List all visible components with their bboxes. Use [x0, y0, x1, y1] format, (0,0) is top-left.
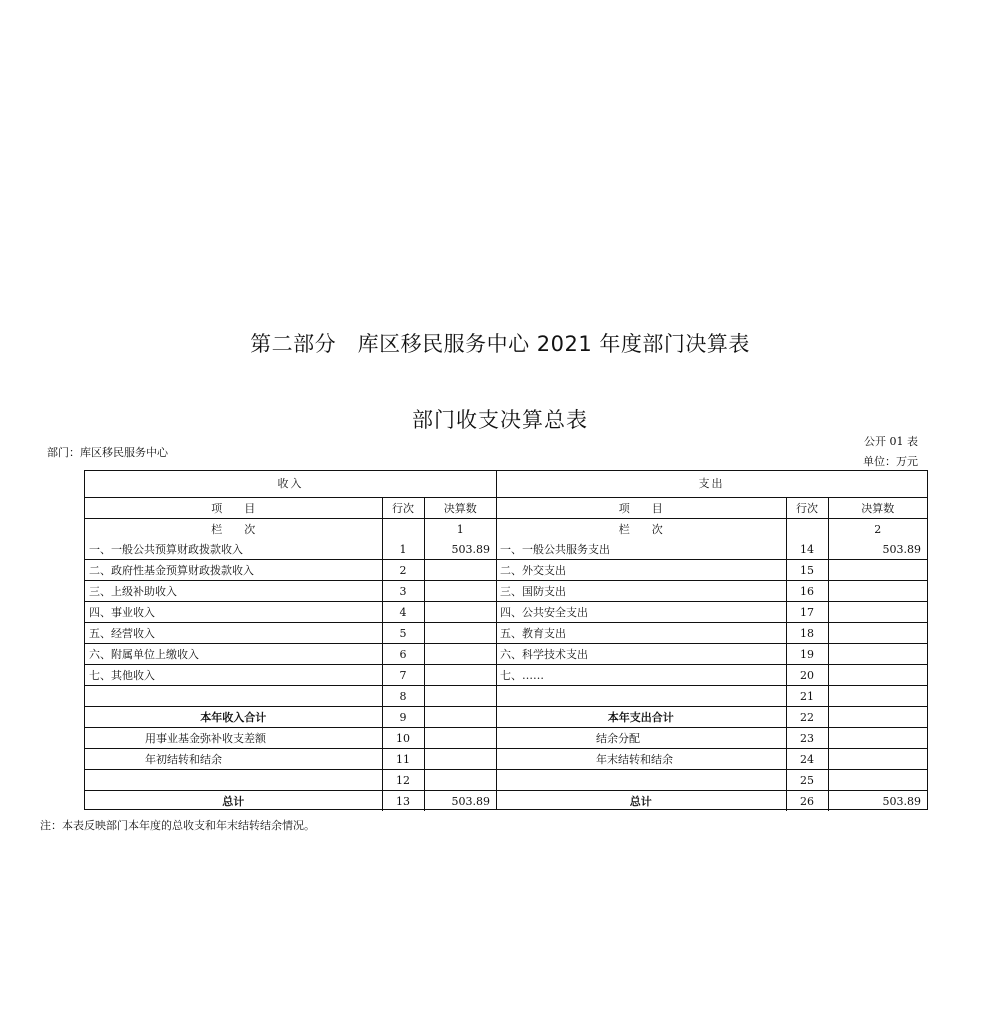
expense-item-cell: 年末结转和结余 — [496, 749, 786, 770]
expense-label-row-no — [786, 519, 828, 540]
income-amount-cell — [424, 581, 496, 602]
income-row-number: 10 — [382, 728, 424, 749]
income-item-cell: 本年收入合计 — [85, 707, 382, 728]
income-row-number: 3 — [382, 581, 424, 602]
income-item-cell: 六、附属单位上缴收入 — [85, 644, 382, 665]
expense-row — [496, 728, 927, 749]
income-amount-cell — [424, 602, 496, 623]
expense-amount-cell — [828, 602, 927, 623]
expense-amount-cell — [828, 623, 927, 644]
expense-item-cell: 一、一般公共服务支出 — [496, 539, 786, 560]
income-row — [85, 581, 496, 602]
expense-row-number: 25 — [786, 770, 828, 791]
income-item-cell: 用事业基金弥补收支差额 — [85, 728, 382, 749]
expense-amount-cell: 503.89 — [828, 539, 927, 560]
expense-row — [496, 665, 927, 686]
income-row-number: 12 — [382, 770, 424, 791]
expense-row-number: 26 — [786, 791, 828, 812]
table-title: 部门收支决算总表 — [412, 408, 588, 432]
income-row-number: 4 — [382, 602, 424, 623]
income-section — [85, 471, 497, 809]
expense-amount-cell — [828, 707, 927, 728]
expense-row-number: 19 — [786, 644, 828, 665]
income-item-cell: 五、经营收入 — [85, 623, 382, 644]
income-col-row: 行次 — [382, 498, 424, 519]
income-item-cell: 总计 — [85, 791, 382, 812]
unit-label: 单位：万元 — [863, 455, 918, 468]
income-row-number: 11 — [382, 749, 424, 770]
income-amount-cell — [424, 770, 496, 791]
expense-row-number: 24 — [786, 749, 828, 770]
expense-item-cell: 本年支出合计 — [496, 707, 786, 728]
income-row-number: 6 — [382, 644, 424, 665]
expense-row — [496, 581, 927, 602]
expense-item-cell: 结余分配 — [496, 728, 786, 749]
income-amount-cell: 503.89 — [424, 539, 496, 560]
expense-item-cell: 六、科学技术支出 — [496, 644, 786, 665]
income-row-number: 9 — [382, 707, 424, 728]
income-amount-cell — [424, 686, 496, 707]
income-row — [85, 686, 496, 707]
income-amount-cell — [424, 728, 496, 749]
expense-col-row: 行次 — [786, 498, 828, 519]
income-row-number: 8 — [382, 686, 424, 707]
expense-item-cell — [496, 770, 786, 791]
income-row — [85, 728, 496, 749]
expense-row — [496, 770, 927, 791]
income-row — [85, 539, 496, 560]
expense-column-headers — [496, 498, 927, 519]
expense-amount-cell — [828, 749, 927, 770]
income-amount-cell — [424, 623, 496, 644]
expense-item-cell: 四、公共安全支出 — [496, 602, 786, 623]
expense-item-cell: 三、国防支出 — [496, 581, 786, 602]
income-rows — [85, 539, 496, 811]
page-title: 第二部分 库区移民服务中心 2021 年度部门决算表 — [250, 332, 750, 356]
income-table — [85, 498, 496, 811]
expense-col-item: 项 目 — [496, 498, 786, 519]
expense-amount-cell — [828, 728, 927, 749]
expense-item-cell: 七、…… — [496, 665, 786, 686]
expense-item-cell: 总计 — [496, 791, 786, 812]
expense-row — [496, 791, 927, 812]
income-row-number: 2 — [382, 560, 424, 581]
expense-table — [496, 498, 927, 811]
expense-row-number: 20 — [786, 665, 828, 686]
expense-row-number: 15 — [786, 560, 828, 581]
expense-amount-cell: 503.89 — [882, 794, 921, 808]
income-row — [85, 665, 496, 686]
expense-amount-cell — [828, 560, 927, 581]
income-row — [85, 707, 496, 728]
income-section-header: 收入 — [85, 471, 496, 498]
income-item-cell — [85, 770, 382, 791]
income-row — [85, 644, 496, 665]
expense-row — [496, 707, 927, 728]
income-amount-cell — [424, 707, 496, 728]
expense-section-header: 支出 — [496, 471, 927, 498]
income-label-row — [85, 519, 496, 540]
income-item-cell: 七、其他收入 — [85, 665, 382, 686]
income-item-cell — [85, 686, 382, 707]
expense-section — [496, 471, 927, 809]
income-item-cell: 四、事业收入 — [85, 602, 382, 623]
expense-row-number: 23 — [786, 728, 828, 749]
income-col-amount: 决算数 — [424, 498, 496, 519]
expense-col-amount: 决算数 — [828, 498, 927, 519]
form-code: 公开 01 表 — [864, 435, 918, 448]
income-item-cell: 二、政府性基金预算财政拨款收入 — [85, 560, 382, 581]
income-item-cell: 年初结转和结余 — [85, 749, 382, 770]
expense-row-number: 17 — [786, 602, 828, 623]
expense-amount-cell — [828, 770, 927, 791]
income-row — [85, 623, 496, 644]
income-row-number: 7 — [382, 665, 424, 686]
expense-row — [496, 644, 927, 665]
income-row-number: 5 — [382, 623, 424, 644]
income-amount-cell — [424, 644, 496, 665]
expense-item-cell: 五、教育支出 — [496, 623, 786, 644]
expense-label-col-no: 2 — [874, 522, 882, 536]
income-row — [85, 749, 496, 770]
expense-row — [496, 749, 927, 770]
income-amount-cell — [424, 749, 496, 770]
income-row-number: 13 — [382, 791, 424, 812]
expense-amount-cell — [828, 581, 927, 602]
expense-row — [496, 686, 927, 707]
income-col-item: 项 目 — [85, 498, 382, 519]
income-amount-cell — [424, 665, 496, 686]
expense-rows — [496, 539, 927, 811]
expense-row-number: 22 — [786, 707, 828, 728]
expense-item-cell: 二、外交支出 — [496, 560, 786, 581]
income-item-cell: 一、一般公共预算财政拨款收入 — [85, 539, 382, 560]
expense-row-number: 14 — [786, 539, 828, 560]
expense-row — [496, 623, 927, 644]
income-row — [85, 791, 496, 812]
expense-item-cell — [496, 686, 786, 707]
expense-amount-cell — [828, 644, 927, 665]
expense-row-number: 21 — [786, 686, 828, 707]
income-row — [85, 770, 496, 791]
income-row — [85, 560, 496, 581]
expense-row-number: 18 — [786, 623, 828, 644]
income-column-headers — [85, 498, 496, 519]
income-label-item: 栏 次 — [85, 519, 382, 540]
expense-label-item: 栏 次 — [496, 519, 786, 540]
expense-row — [496, 560, 927, 581]
expense-label-row — [496, 519, 927, 540]
expense-row — [496, 602, 927, 623]
income-label-col-no: 1 — [456, 522, 464, 536]
income-amount-cell — [424, 560, 496, 581]
income-label-row-no — [382, 519, 424, 540]
income-row-number: 1 — [382, 539, 424, 560]
expense-amount-cell — [828, 686, 927, 707]
footnote: 注：本表反映部门本年度的总收支和年末结转结余情况。 — [40, 819, 315, 832]
income-item-cell: 三、上级补助收入 — [85, 581, 382, 602]
department-label: 部门：库区移民服务中心 — [47, 446, 168, 459]
income-amount-cell: 503.89 — [451, 794, 490, 808]
summary-table — [84, 470, 928, 810]
expense-amount-cell — [828, 665, 927, 686]
expense-row-number: 16 — [786, 581, 828, 602]
income-row — [85, 602, 496, 623]
expense-row — [496, 539, 927, 560]
